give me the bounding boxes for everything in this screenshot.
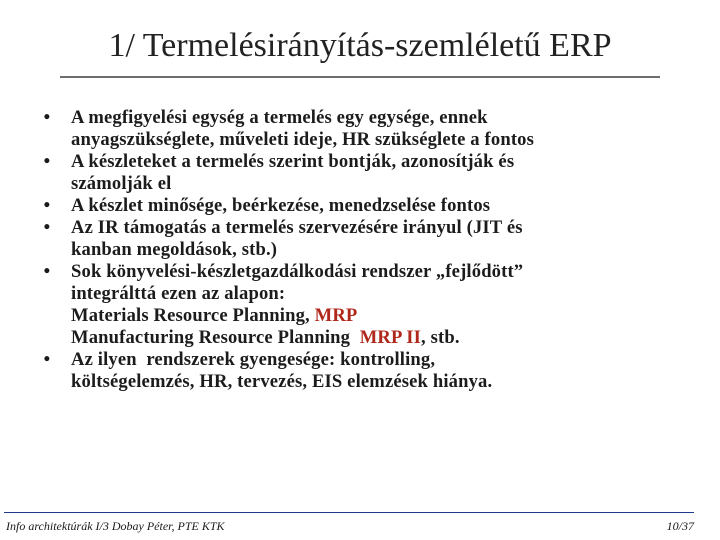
bullet-item	[40, 261, 700, 349]
mrp-line	[71, 305, 700, 327]
title-underline	[60, 76, 660, 78]
page-number: 10/37	[666, 519, 694, 533]
bullet-text-line: Az ilyen rendszerek gyengesége: kontrolling,	[71, 349, 436, 370]
mrp2-highlight: MRP II	[359, 327, 422, 348]
bullet-item	[40, 217, 700, 261]
slide-title: 1/ Termelésirányítás-szemléletű ERP	[108, 27, 612, 64]
bullet-icon: •	[43, 217, 51, 238]
bullet-text-line: integrálttá ezen az alapon:	[71, 283, 286, 304]
mrp-line-text: Materials Resource Planning,	[71, 305, 315, 326]
bullet-icon: •	[43, 151, 51, 172]
bullet-icon: •	[43, 261, 51, 282]
bullet-text-line: Sok könyvelési-készletgazdálkodási rendszer „fejlődött”	[71, 261, 524, 282]
bullet-text-line: anyagszükséglete, műveleti ideje, HR szükséglete a fontos	[71, 129, 535, 150]
bullet-icon: •	[43, 349, 51, 370]
footer-divider	[4, 512, 694, 513]
bullet-icon: •	[43, 107, 51, 128]
bullet-text-line: A készlet minősége, beérkezése, menedzselése fontos	[71, 195, 491, 216]
bullet-text-line: számolják el	[71, 173, 172, 194]
bullet-item	[40, 107, 700, 151]
bullet-text-line: kanban megoldások, stb.)	[71, 239, 278, 260]
bullet-item	[40, 349, 700, 393]
bullet-text-line: A készleteket a termelés szerint bontják, azonosítják és	[71, 151, 515, 172]
footer-credit: Info architektúrák I/3 Dobay Péter, PTE KTK	[6, 519, 225, 533]
mrp-highlight: MRP	[314, 305, 358, 326]
bullet-text-line: Az IR támogatás a termelés szervezésére irányul (JIT és	[71, 217, 523, 238]
mrp2-line	[71, 327, 700, 349]
mrp2-line-text: Manufacturing Resource Planning	[71, 327, 360, 348]
bullet-item	[40, 195, 700, 217]
bullet-icon: •	[43, 195, 51, 216]
bullet-text-line: költségelemzés, HR, tervezés, EIS elemzések hiánya.	[71, 371, 493, 392]
mrp2-line-suffix: , stb.	[421, 327, 460, 348]
bullet-list	[40, 107, 700, 393]
bullet-item	[40, 151, 700, 195]
bullet-text-line: A megfigyelési egység a termelés egy egysége, ennek	[71, 107, 488, 128]
